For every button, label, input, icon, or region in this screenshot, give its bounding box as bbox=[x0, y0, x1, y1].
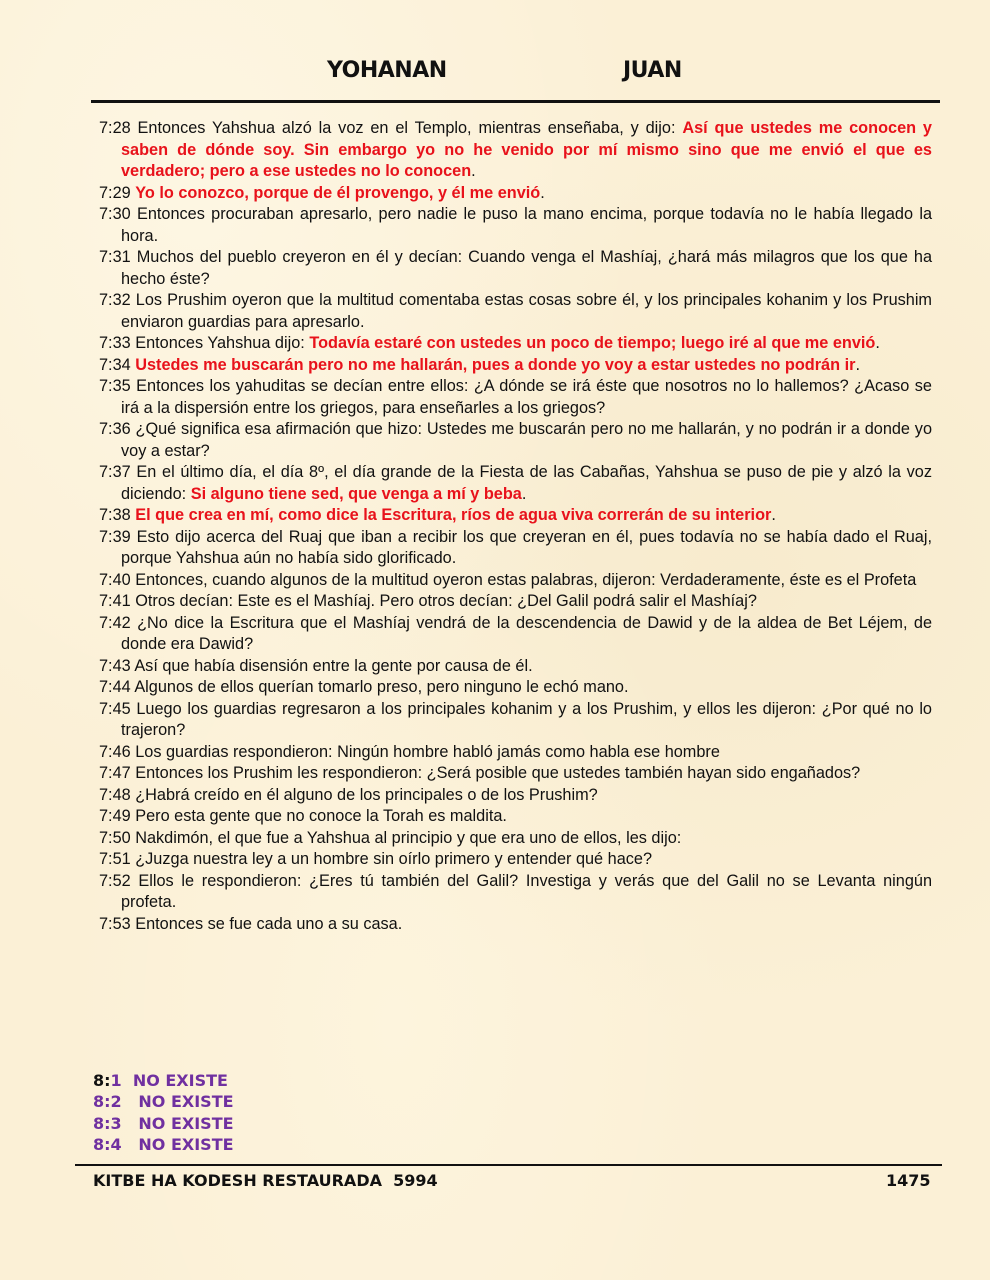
no-existe-label: NO EXISTE bbox=[121, 1113, 234, 1133]
verse-text: Muchos del pueblo creyeron en él y decían: Cuando venga el Mashíaj, ¿hará más milagros que los que ha hecho éste? bbox=[121, 248, 932, 288]
footer-book-title: KITBE HA KODESH RESTAURADA 5994 bbox=[93, 1171, 438, 1190]
verse-7-46 bbox=[99, 742, 932, 764]
verse-ref: 7:53 bbox=[99, 914, 131, 933]
verse-ref: 7:39 bbox=[99, 527, 131, 546]
verse-words-of-yahshua: Así que ustedes me conocen y saben de dónde soy. Sin embargo yo no he venido por mí mismo sino que me envió el que es verdadero; pero a ese ustedes no lo conocen bbox=[121, 119, 932, 180]
verse-text: Entonces los Prushim les respondieron: ¿Será posible que ustedes también hayan sido engañados? bbox=[130, 764, 861, 782]
verse-ref: 7:51 bbox=[99, 850, 131, 868]
verse-ref: 7:44 bbox=[99, 678, 131, 696]
no-existe-label: NO EXISTE bbox=[121, 1134, 234, 1154]
verse-ref: 7:37 bbox=[99, 463, 131, 481]
verse-7-51 bbox=[99, 849, 932, 871]
verse-7-47 bbox=[99, 763, 932, 785]
verse-7-38 bbox=[99, 505, 932, 527]
verse-7-29 bbox=[99, 183, 932, 205]
missing-verse-8-3 bbox=[93, 1113, 234, 1134]
verse-ref: 7:33 bbox=[99, 334, 131, 352]
verse-text: Luego los guardias regresaron a los principales kohanim y a los Prushim, y ellos les dijeron: ¿Por qué no lo trajeron? bbox=[121, 699, 932, 739]
verse-7-49 bbox=[99, 806, 932, 828]
verse-text: Así que había disensión entre la gente por causa de él. bbox=[130, 656, 533, 675]
verse-text: ¿Habrá creído en él alguno de los principales o de los Prushim? bbox=[130, 785, 598, 804]
verse-ref: 7:31 bbox=[99, 248, 131, 266]
verse-ref: 7:47 bbox=[99, 764, 131, 782]
verse-7-40 bbox=[99, 570, 932, 592]
verse-ref: 7:46 bbox=[99, 742, 131, 761]
verse-ref: 8:2 bbox=[93, 1092, 122, 1112]
verse-ref: 7:28 bbox=[99, 119, 131, 137]
page-header bbox=[0, 58, 990, 90]
footer-divider bbox=[75, 1164, 942, 1166]
verse-7-31 bbox=[99, 247, 932, 290]
verse-7-45 bbox=[99, 699, 932, 742]
verse-text: Los guardias respondieron: Ningún hombre habló jamás como habla ese hombre bbox=[130, 742, 720, 761]
verse-text: Entonces, cuando algunos de la multitud oyeron estas palabras, dijeron: Verdaderamente, éste es el Profeta bbox=[130, 570, 917, 589]
verse-ref: 1 bbox=[110, 1071, 122, 1090]
verse-ref: 7:30 bbox=[99, 205, 131, 223]
verse-7-34 bbox=[99, 355, 932, 377]
book-name-spanish: JUAN bbox=[623, 58, 682, 83]
verse-text: Esto dijo acerca del Ruaj que iban a recibir los que creyeran en él, pues todavía no se había dado el Ruaj, porque Yahshua aún no había sido glorificado. bbox=[121, 527, 932, 567]
verse-7-37 bbox=[99, 462, 932, 505]
verse-7-50 bbox=[99, 828, 932, 850]
verse-7-33 bbox=[99, 333, 932, 355]
verse-tail: . bbox=[471, 162, 476, 180]
verse-text: Otros decían: Este es el Mashíaj. Pero otros decían: ¿Del Galil podrá salir el Mashíaj? bbox=[130, 592, 757, 610]
verse-tail: . bbox=[540, 183, 545, 202]
verse-ref: 7:42 bbox=[99, 613, 131, 632]
verse-ref: 7:48 bbox=[99, 785, 131, 804]
verse-7-32 bbox=[99, 290, 932, 333]
verse-text: ¿Juzga nuestra ley a un hombre sin oírlo primero y entender qué hace? bbox=[130, 850, 652, 868]
verse-tail: . bbox=[771, 506, 776, 524]
verse-words-of-yahshua: El que crea en mí, como dice la Escritura, ríos de agua viva correrán de su interior bbox=[135, 506, 772, 524]
verse-ref: 7:45 bbox=[99, 699, 131, 718]
verse-tail: . bbox=[875, 334, 880, 352]
missing-verse-8-1 bbox=[93, 1070, 234, 1091]
verse-text: ¿No dice la Escritura que el Mashíaj vendrá de la descendencia de Dawid y de la aldea de Bet Léjem, de donde era Dawid? bbox=[121, 613, 932, 653]
verse-words-of-yahshua: Ustedes me buscarán pero no me hallarán, pues a donde yo voy a estar ustedes no podrán ir bbox=[135, 355, 856, 374]
verse-7-35 bbox=[99, 376, 932, 419]
verse-text: Nakdimón, el que fue a Yahshua al principio y que era uno de ellos, les dijo: bbox=[130, 828, 682, 847]
verse-text: Ellos le respondieron: ¿Eres tú también del Galil? Investiga y verás que del Galil no se Levanta ningún profeta. bbox=[121, 871, 932, 911]
verse-7-53 bbox=[99, 914, 932, 936]
verse-tail: . bbox=[855, 355, 860, 374]
verse-7-44 bbox=[99, 677, 932, 699]
verse-words-of-yahshua: Todavía estaré con ustedes un poco de tiempo; luego iré al que me envió bbox=[309, 334, 876, 352]
verse-ref: 7:41 bbox=[99, 592, 131, 610]
verse-7-42 bbox=[99, 613, 932, 656]
header-divider bbox=[91, 100, 940, 103]
verse-7-41 bbox=[99, 591, 932, 613]
verse-tail: . bbox=[521, 484, 527, 503]
verse-ref: 7:49 bbox=[99, 807, 131, 825]
verse-words-of-yahshua: Yo lo conozco, porque de él provengo, y él me envió bbox=[135, 183, 541, 202]
verse-7-52 bbox=[99, 871, 932, 914]
verse-text: Entonces Yahshua alzó la voz en el Templo, mientras enseñaba, y dijo: bbox=[130, 119, 683, 137]
verse-ref: 7:40 bbox=[99, 570, 131, 589]
verse-ref: 7:32 bbox=[99, 291, 131, 309]
verse-ref: 7:43 bbox=[99, 656, 131, 675]
verse-ref: 7:29 bbox=[99, 183, 131, 202]
verse-7-28 bbox=[99, 118, 932, 183]
no-existe-label: NO EXISTE bbox=[121, 1092, 234, 1112]
verse-text: Los Prushim oyeron que la multitud comentaba estas cosas sobre él, y los principales kohanim y los Prushim enviaron guardias para apresarlo. bbox=[121, 291, 932, 331]
missing-verses-list bbox=[93, 1070, 234, 1155]
verse-words-of-yahshua: Si alguno tiene sed, que venga a mí y beba bbox=[190, 484, 522, 503]
verse-ref-chapter: 8: bbox=[93, 1071, 111, 1090]
verse-text: Algunos de ellos querían tomarlo preso, pero ninguno le echó mano. bbox=[130, 678, 629, 696]
verse-7-48 bbox=[99, 785, 932, 807]
no-existe-label: NO EXISTE bbox=[121, 1071, 228, 1090]
verse-list bbox=[99, 118, 932, 935]
verse-ref: 7:34 bbox=[99, 355, 131, 374]
verse-text: ¿Qué significa esa afirmación que hizo: Ustedes me buscarán pero no me hallarán, y no podrán ir a donde yo voy a estar? bbox=[121, 420, 932, 460]
missing-verse-8-4 bbox=[93, 1134, 234, 1155]
verse-text: Pero esta gente que no conoce la Torah es maldita. bbox=[130, 807, 507, 825]
verse-7-39 bbox=[99, 527, 932, 570]
verse-text: En el último día, el día 8º, el día grande de la Fiesta de las Cabañas, Yahshua se puso de pie y alzó la voz diciendo: bbox=[121, 463, 932, 503]
verse-ref: 7:35 bbox=[99, 377, 131, 395]
verse-ref: 7:50 bbox=[99, 828, 131, 847]
verse-7-36 bbox=[99, 419, 932, 462]
verse-ref: 7:38 bbox=[99, 506, 131, 524]
verse-ref: 8:3 bbox=[93, 1113, 122, 1133]
verse-7-30 bbox=[99, 204, 932, 247]
verse-text: Entonces se fue cada uno a su casa. bbox=[130, 914, 403, 933]
page-number: 1475 bbox=[886, 1171, 931, 1190]
missing-verse-8-2 bbox=[93, 1091, 234, 1112]
book-name-hebrew: YOHANAN bbox=[327, 58, 447, 83]
verse-ref: 8:4 bbox=[93, 1134, 122, 1154]
verse-text: Entonces Yahshua dijo: bbox=[130, 334, 310, 352]
verse-ref: 7:52 bbox=[99, 871, 131, 890]
verse-ref: 7:36 bbox=[99, 420, 131, 438]
verse-text: Entonces procuraban apresarlo, pero nadie le puso la mano encima, porque todavía no le había llegado la hora. bbox=[121, 205, 932, 245]
verse-7-43 bbox=[99, 656, 932, 678]
verse-text: Entonces los yahuditas se decían entre ellos: ¿A dónde se irá éste que nosotros no lo hallemos? ¿Acaso se irá a la dispersión entre los griegos, para enseñarles a los griegos? bbox=[121, 377, 932, 417]
